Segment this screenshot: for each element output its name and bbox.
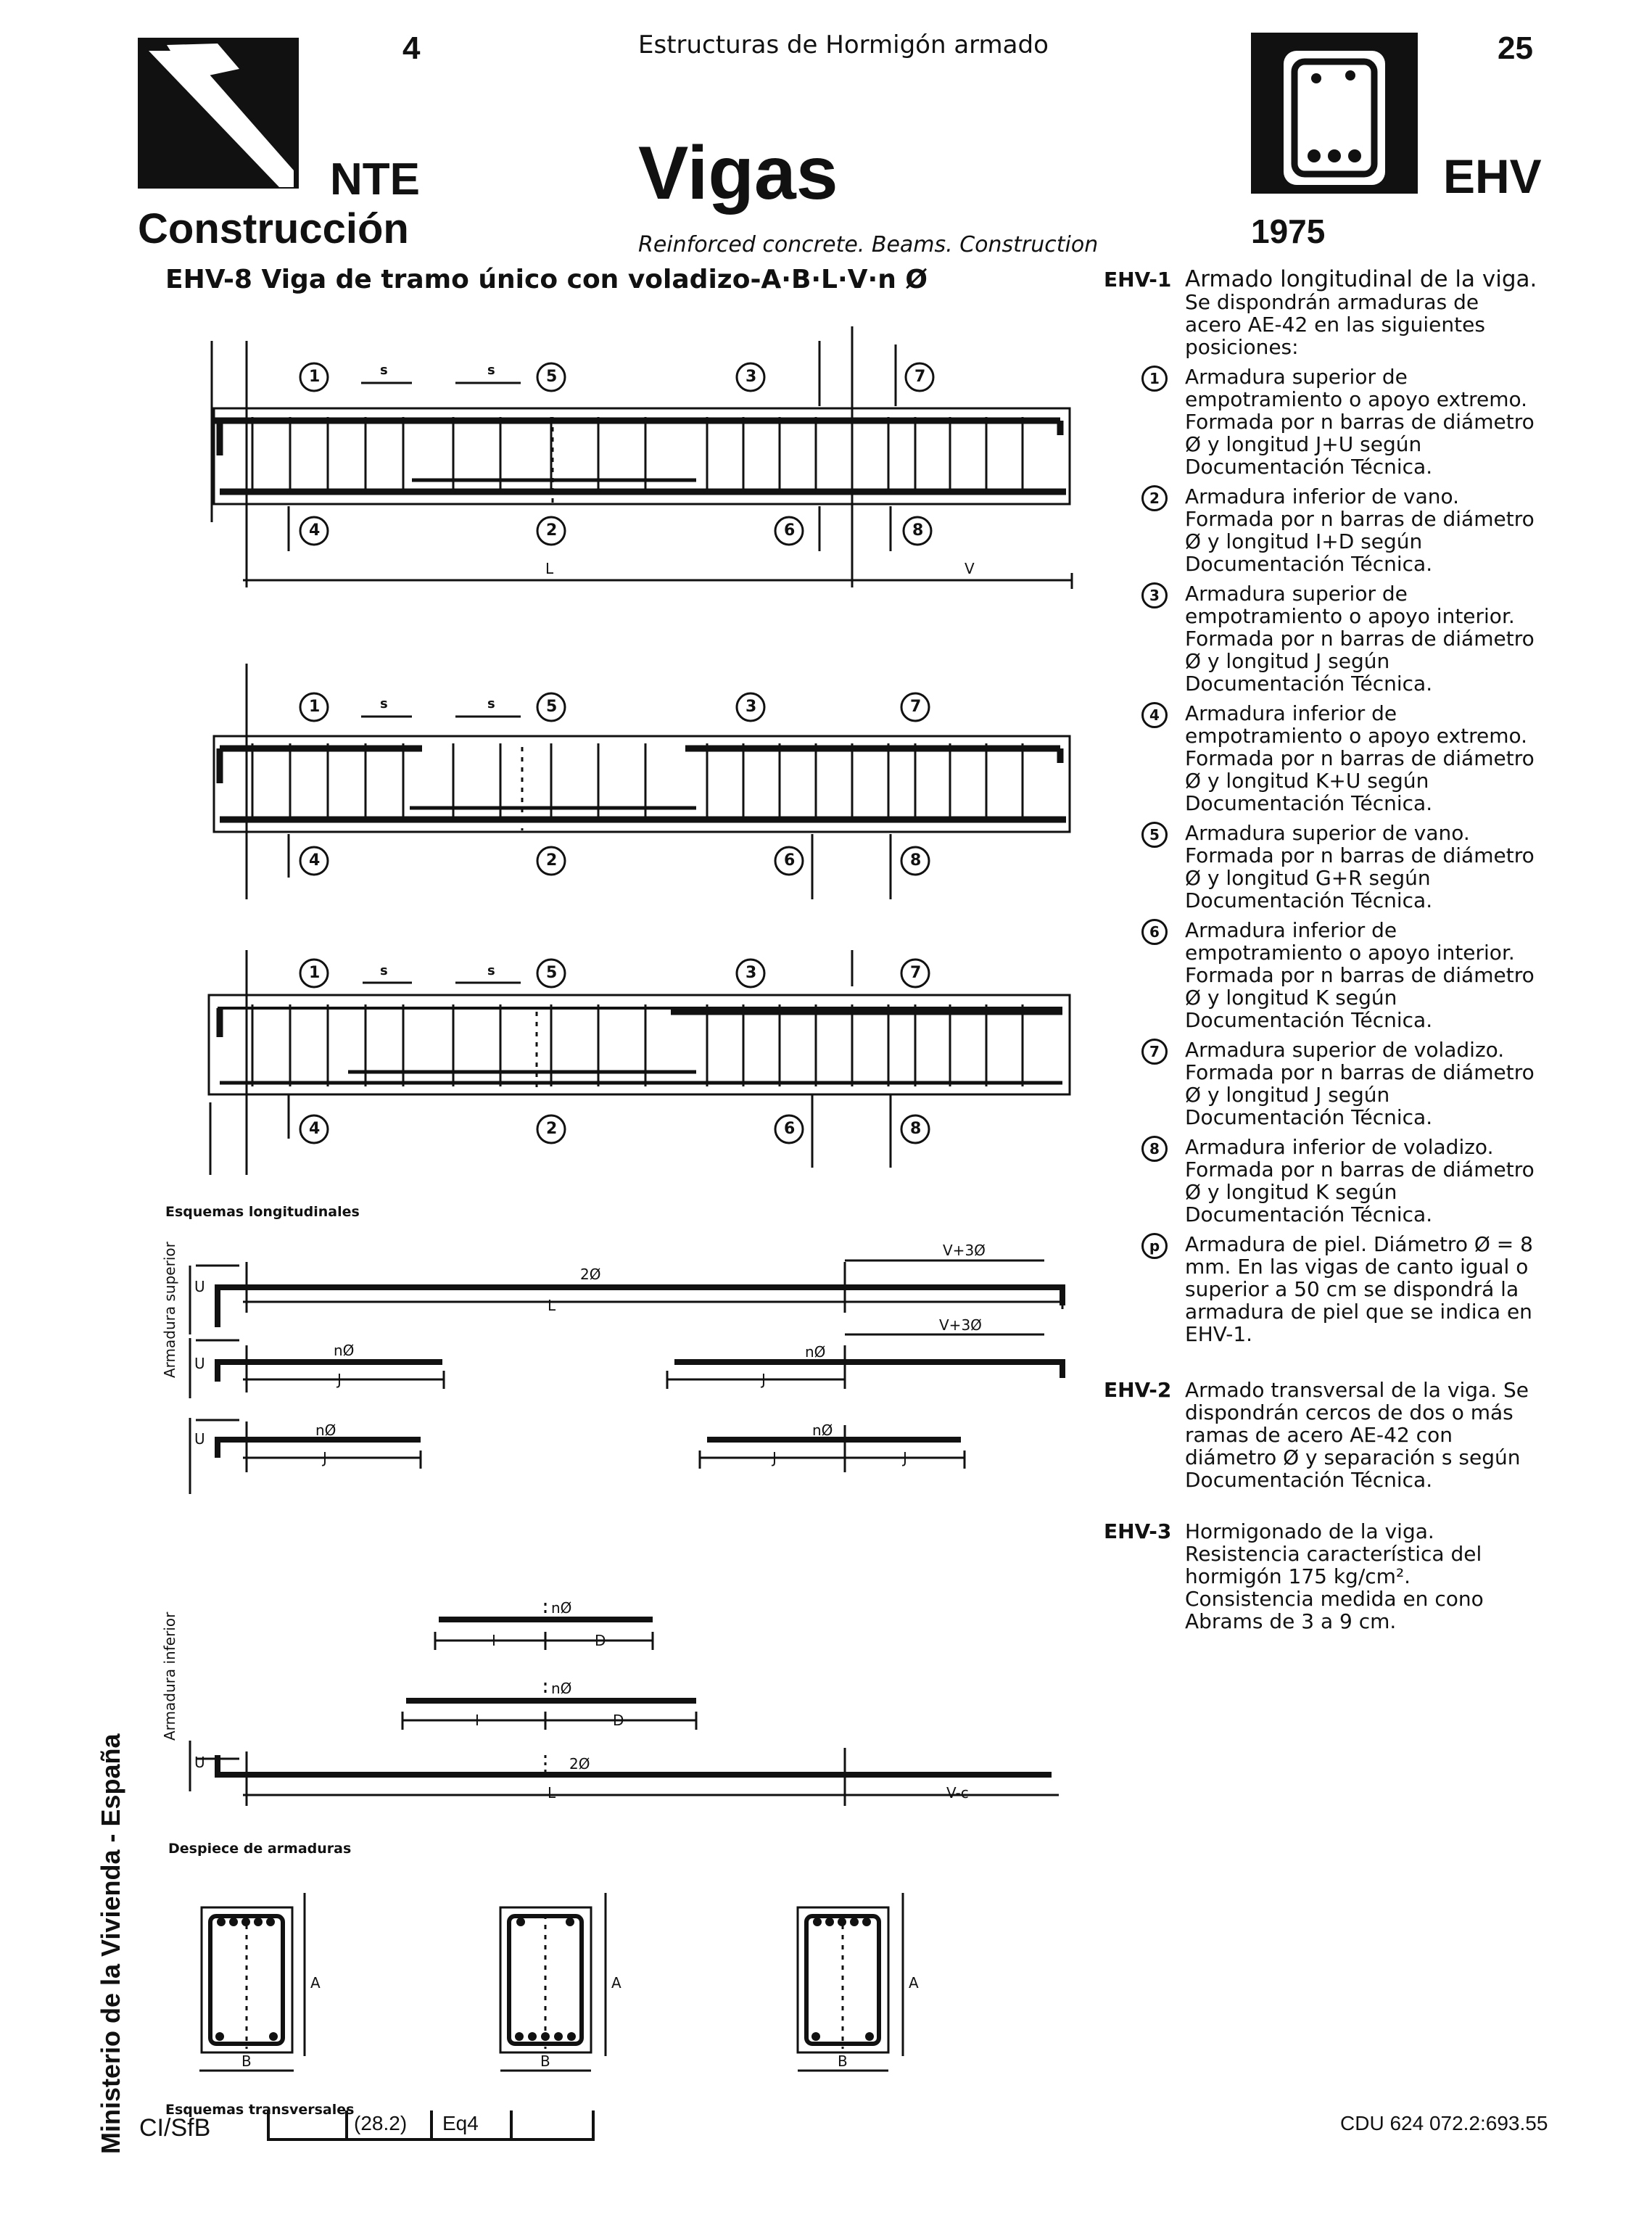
spacing-label: s — [380, 963, 388, 978]
dim-vc-label: V-c — [946, 1784, 969, 1802]
dim-i-label: I — [475, 1712, 479, 1729]
spacing-label: s — [487, 363, 495, 378]
label-superior: Armadura superior — [161, 1242, 178, 1378]
dim-j-label: J — [761, 1371, 766, 1388]
pos-label: 5 — [546, 368, 558, 386]
spec-title: Armado longitudinal de la viga. — [1185, 266, 1537, 292]
year: 1975 — [1251, 212, 1326, 250]
bar-2d-label: 2Ø — [580, 1266, 601, 1283]
cdu-code: CDU 624 072.2:693.55 — [1340, 2112, 1548, 2134]
dim-b-label: B — [838, 2052, 848, 2070]
dim-d-label: D — [595, 1632, 606, 1649]
dim-a-label: A — [611, 1974, 621, 1992]
dim-j-label: J — [337, 1371, 342, 1388]
bar-nd-label: nØ — [805, 1343, 826, 1361]
dim-j-label: J — [323, 1449, 327, 1466]
spec-item-text: Armadura de piel. Diámetro Ø = 8 mm. En las vigas de canto igual o superior a 50 cm se dispondrá la armadura de piel que se indica en EHV-1. — [1185, 1232, 1533, 1346]
position-number: 6 — [1141, 919, 1168, 945]
bar-nd-label: nØ — [551, 1680, 572, 1697]
position-number: 5 — [1141, 822, 1168, 848]
v3d-label: V+3Ø — [943, 1242, 986, 1259]
nte-label: NTE — [330, 154, 420, 205]
spacing-label: s — [487, 696, 495, 711]
bar-2d-label: 2Ø — [569, 1755, 590, 1773]
pos-label: 4 — [309, 851, 321, 870]
spacing-label: s — [380, 696, 388, 711]
v3d-label: V+3Ø — [939, 1316, 982, 1334]
position-number: 8 — [1141, 1136, 1168, 1162]
dim-u-label: U — [194, 1278, 205, 1295]
dim-b-label: B — [241, 2052, 252, 2070]
dim-u-label: U — [194, 1754, 205, 1771]
spec-item-text: Armadura superior de vano. Formada por n barras de diámetro Ø y longitud G+R según Documentación Técnica. — [1185, 821, 1535, 912]
position-number: 1 — [1141, 366, 1168, 392]
label-inferior: Armadura inferior — [161, 1612, 178, 1741]
spec-item-text: Armadura inferior de empotramiento o apoyo extremo. Formada por n barras de diámetro Ø y longitud K+U según Documentación Técnica. — [1185, 701, 1535, 815]
pos-label: 4 — [309, 1120, 321, 1138]
ministry-label: Ministerio de la Vivienda - España — [96, 1733, 125, 2154]
dim-u-label: U — [194, 1355, 205, 1372]
page-title: Vigas — [638, 131, 838, 215]
cisfb-code-1: (28.2) — [354, 2112, 408, 2134]
construccion-label: Construcción — [138, 205, 409, 252]
pos-label: 8 — [912, 521, 924, 540]
spec-text: Hormigonado de la viga. Resistencia característica del hormigón 175 kg/cm². Consistencia medida en cono Abrams de 3 a 9 cm. — [1185, 1519, 1484, 1633]
pos-label: 5 — [546, 964, 558, 982]
page-number-right: 25 — [1498, 30, 1533, 66]
dim-a-label: A — [909, 1974, 919, 1992]
ehv-code: EHV — [1443, 149, 1542, 203]
label-longitudinal: Esquemas longitudinales — [165, 1204, 360, 1220]
spec-item-text: Armadura superior de voladizo. Formada por n barras de diámetro Ø y longitud J según Documentación Técnica. — [1185, 1038, 1535, 1129]
spec-code: EHV-2 — [1104, 1378, 1172, 1402]
dim-l-label: L — [548, 1784, 556, 1802]
spacing-label: s — [487, 963, 495, 978]
bar-nd-label: nØ — [315, 1421, 336, 1439]
spec-item-text: Armadura inferior de vano. Formada por n barras de diámetro Ø y longitud I+D según Documentación Técnica. — [1185, 484, 1535, 576]
bar-nd-label: nØ — [334, 1342, 355, 1359]
spec-item-text: Armadura inferior de empotramiento o apoyo interior. Formada por n barras de diámetro Ø y longitud K según Documentación Técnica. — [1185, 918, 1535, 1032]
position-number: p — [1141, 1233, 1168, 1259]
cisfb-label: CI/SfB — [139, 2114, 211, 2142]
dim-u-label: U — [194, 1430, 205, 1448]
bar-nd-label: nØ — [812, 1421, 833, 1439]
position-number: 3 — [1141, 582, 1168, 608]
spec-item-text: Armadura inferior de voladizo. Formada por n barras de diámetro Ø y longitud K según Documentación Técnica. — [1185, 1135, 1535, 1226]
spec-item-text: Armadura superior de empotramiento o apoyo extremo. Formada por n barras de diámetro Ø y longitud J+U según Documentación Técnica. — [1185, 365, 1535, 479]
section-topic: Estructuras de Hormigón armado — [638, 30, 1049, 59]
dim-j-label: J — [772, 1449, 777, 1466]
pos-label: 1 — [309, 964, 321, 982]
pos-label: 6 — [784, 851, 796, 870]
pos-label: 2 — [546, 521, 558, 540]
position-number: 7 — [1141, 1039, 1168, 1065]
pos-label: 8 — [910, 851, 922, 870]
dim-j-label: J — [903, 1449, 907, 1466]
figure-heading: EHV-8 Viga de tramo único con voladizo-A·B·L·V·n Ø — [165, 265, 928, 294]
pos-label: 3 — [746, 368, 757, 386]
label-transversal: Esquemas transversales — [165, 2102, 355, 2118]
pos-label: 6 — [784, 1120, 796, 1138]
pos-label: 2 — [546, 851, 558, 870]
pos-label: 3 — [746, 698, 757, 716]
pos-label: 4 — [309, 521, 321, 540]
page-subtitle: Reinforced concrete. Beams. Construction — [638, 232, 1099, 257]
dim-l-label: L — [548, 1297, 556, 1314]
cisfb-code-2: Eq4 — [442, 2112, 479, 2134]
pos-label: 5 — [546, 698, 558, 716]
spec-intro: Se dispondrán armaduras de acero AE-42 en las siguientes posiciones: — [1185, 290, 1485, 359]
dim-d-label: D — [613, 1712, 624, 1729]
dim-b-label: B — [540, 2052, 550, 2070]
spec-text: Armado transversal de la viga. Se dispondrán cercos de dos o más ramas de acero AE-42 con diámetro Ø y separación s según Documentación Técnica. — [1185, 1378, 1529, 1492]
pos-label: 2 — [546, 1120, 558, 1138]
dim-a-label: A — [310, 1974, 321, 1992]
label-despiece: Despiece de armaduras — [168, 1841, 352, 1857]
dim-i-label: I — [492, 1632, 496, 1649]
pos-label: 6 — [784, 521, 796, 540]
dim-l-label: L — [545, 560, 554, 577]
pos-label: 1 — [309, 368, 321, 386]
pos-label: 3 — [746, 964, 757, 982]
spec-code: EHV-3 — [1104, 1519, 1172, 1543]
spec-item-text: Armadura superior de empotramiento o apoyo interior. Formada por n barras de diámetro Ø y longitud J según Documentación Técnica. — [1185, 582, 1535, 696]
pos-label: 7 — [910, 964, 922, 982]
position-number: 2 — [1141, 485, 1168, 511]
pos-label: 1 — [309, 698, 321, 716]
spec-code: EHV-1 — [1104, 268, 1172, 292]
bar-nd-label: nØ — [551, 1599, 572, 1617]
dim-v-label: V — [965, 560, 975, 577]
position-number: 4 — [1141, 702, 1168, 728]
page-number-left: 4 — [402, 30, 421, 66]
pos-label: 7 — [914, 368, 926, 386]
pos-label: 8 — [910, 1120, 922, 1138]
pos-label: 7 — [910, 698, 922, 716]
spacing-label: s — [380, 363, 388, 378]
